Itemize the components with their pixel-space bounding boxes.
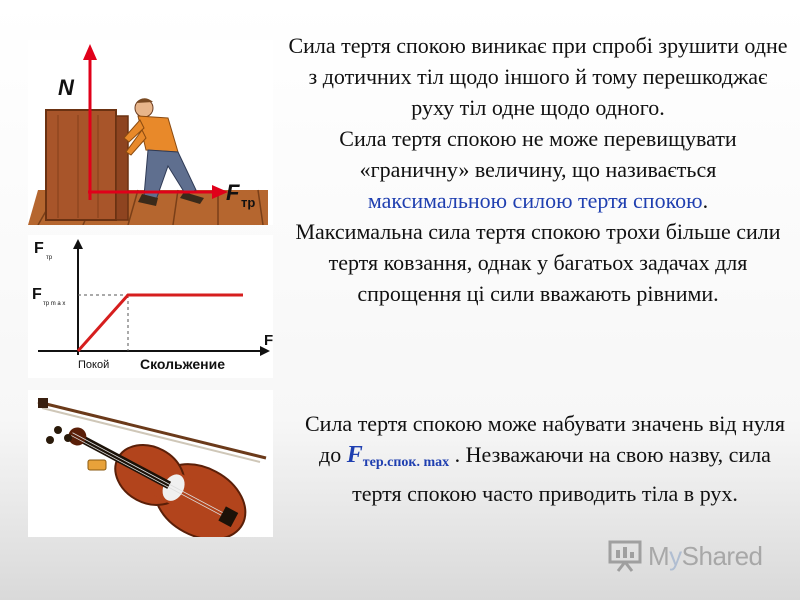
watermark-text — [648, 541, 763, 572]
force-subscript: тер.спок. max — [362, 455, 450, 470]
axis-f-subscript: тр — [241, 195, 256, 210]
friction-graph-svg — [28, 235, 273, 378]
rosin-block — [88, 460, 106, 470]
static-friction-range-text — [300, 408, 790, 509]
sliding-region-label: Скольжение — [140, 356, 226, 372]
violin-illustration — [28, 390, 273, 537]
watermark-text-shared: Shared — [681, 540, 763, 571]
presentation-board-icon — [608, 540, 642, 572]
pushing-box-svg — [28, 40, 273, 225]
paragraph-line-b-pre: Сила тертя спокою не може перевищувати «граничну» величину, що називається — [339, 126, 737, 182]
x-axis-label: F — [264, 332, 273, 349]
paragraph-line-c: Максимальна сила тертя спокою трохи більше сили тертя ковзання, однак у багатьох задачах для спрощення ці сили вважають рівними. — [295, 219, 781, 306]
watermark-text-y: y — [669, 540, 682, 571]
max-force-label: F — [32, 286, 42, 303]
pushing-box-illustration — [28, 40, 273, 225]
y-axis-arrow — [73, 239, 83, 249]
myshared-watermark — [608, 538, 768, 574]
static-friction-description — [288, 30, 788, 309]
violin-svg — [28, 390, 273, 537]
wooden-box — [46, 110, 116, 220]
max-force-subscript: тр m a x — [43, 301, 66, 307]
range-text-post: . Незважаючи на свою назву, сила тертя спокою часто приводить тіла в рух. — [352, 442, 771, 506]
y-axis-label: F — [34, 240, 44, 257]
axis-n-label: N — [58, 75, 74, 100]
rest-region-label: Покой — [78, 359, 110, 371]
axis-f-label: F — [226, 180, 240, 205]
man-pushing-figure — [124, 98, 204, 206]
y-axis-subscript: тр — [46, 255, 53, 261]
friction-curve — [78, 295, 243, 351]
friction-graph — [28, 235, 273, 378]
watermark-text-m: M — [648, 540, 670, 571]
force-symbol: F — [346, 442, 363, 468]
normal-arrow-head — [83, 44, 97, 60]
paragraph-line-b-post: . — [702, 188, 709, 213]
max-static-friction-term: максимальною силою тертя спокою — [367, 188, 703, 213]
paragraph-line-b — [288, 123, 788, 216]
violin-body — [53, 402, 258, 537]
bow-frog — [38, 398, 48, 408]
paragraph-line-a: Сила тертя спокою виникає при спробі зрушити одне з дотичних тіл щодо іншого й тому перешкоджає руху тіл одне щодо одного. — [288, 33, 788, 120]
box-side — [116, 116, 128, 220]
range-text-pre: Сила тертя спокою може набувати значень від нуля до — [305, 411, 785, 467]
violin-tuning-pegs — [46, 426, 72, 444]
